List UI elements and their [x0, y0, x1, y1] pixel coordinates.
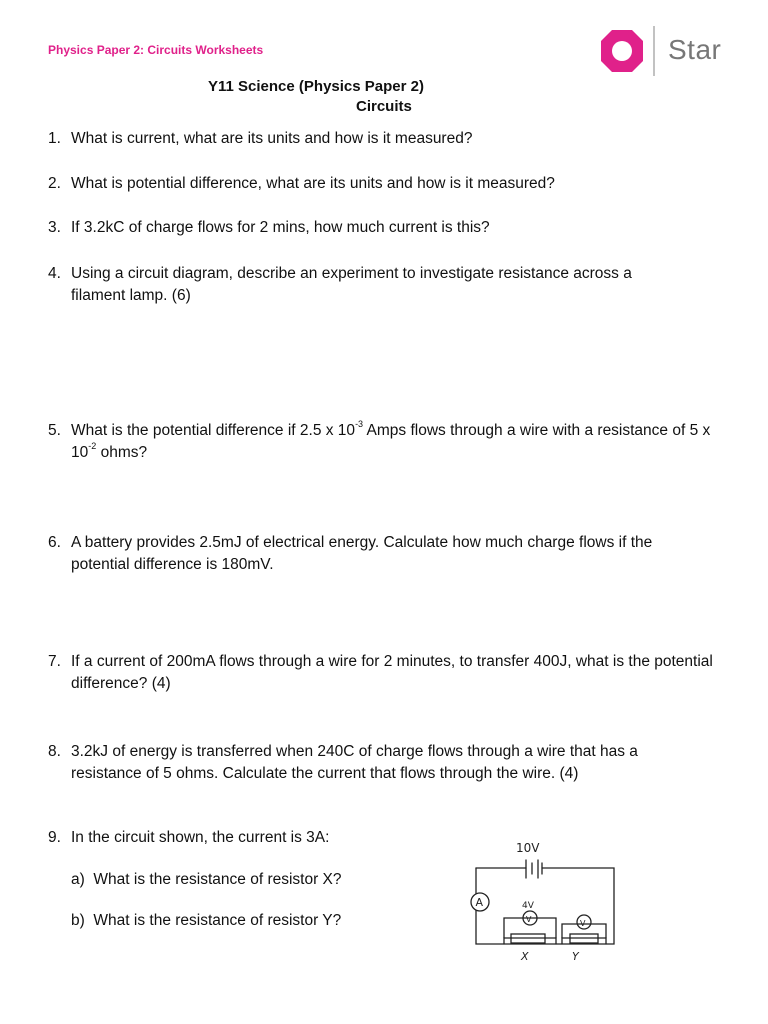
brand-logo: [596, 24, 726, 78]
question-text: What is potential difference, what are its units and how is it measured?: [71, 175, 555, 192]
question-5: [48, 420, 728, 464]
resistor-x-label: X: [521, 950, 529, 963]
question-text: If 3.2kC of charge flows for 2 mins, how much current is this?: [71, 219, 490, 236]
question-4: [48, 263, 668, 307]
question-1: [48, 128, 728, 150]
logo-wordmark: Star: [668, 34, 722, 65]
resistor-y-label: Y: [572, 950, 579, 963]
subquestion-label: b): [71, 912, 85, 929]
ammeter-label: A: [475, 896, 484, 909]
question-text: [71, 420, 728, 464]
question-number: 2.: [48, 175, 61, 192]
question-number: 4.: [48, 265, 61, 282]
subquestion-text: What is the resistance of resistor X?: [93, 871, 342, 888]
question-2: [48, 173, 728, 195]
text-part: ohms?: [96, 444, 148, 461]
voltmeter-symbol-label: V: [526, 915, 532, 924]
question-9: [48, 827, 448, 849]
cell-label: 10V: [516, 841, 540, 855]
exponent: -3: [355, 418, 364, 429]
voltmeter-y-symbol-label: V: [580, 919, 586, 928]
octagon-ring-logo-icon: [596, 24, 656, 78]
question-number: 3.: [48, 219, 61, 236]
text-part: What is the potential difference if 2.5 x 10: [71, 422, 356, 439]
subquestion-a: [71, 869, 342, 891]
voltmeter-reading-label: 4V: [522, 901, 534, 911]
exponent: -2: [88, 440, 97, 451]
question-3: [48, 217, 728, 239]
subquestion-label: a): [71, 871, 85, 888]
question-number: 1.: [48, 130, 61, 147]
question-number: 8.: [48, 743, 61, 760]
question-text: If a current of 200mA flows through a wire for 2 minutes, to transfer 400J, what is the potential difference? (4): [71, 653, 713, 692]
subquestion-text: What is the resistance of resistor Y?: [93, 912, 342, 929]
question-8: [48, 741, 698, 785]
question-text: 3.2kJ of energy is transferred when 240C of charge flows through a wire that has a resistance of 5 ohms. Calculate the current that flows through the wire. (4): [71, 743, 638, 782]
title-line-2: Circuits: [356, 98, 412, 115]
question-text: Using a circuit diagram, describe an experiment to investigate resistance across a filament lamp. (6): [71, 265, 632, 304]
question-number: 6.: [48, 534, 61, 551]
question-number: 7.: [48, 653, 61, 670]
subquestion-b: [71, 910, 341, 932]
question-number: 9.: [48, 829, 61, 846]
question-text: A battery provides 2.5mJ of electrical energy. Calculate how much charge flows if the potential difference is 180mV.: [71, 534, 653, 573]
question-text: In the circuit shown, the current is 3A:: [71, 829, 330, 846]
header-title: Physics Paper 2: Circuits Worksheets: [48, 43, 264, 57]
question-text: What is current, what are its units and how is it measured?: [71, 130, 473, 147]
question-7: [48, 651, 718, 695]
question-number: 5.: [48, 422, 61, 439]
question-6: [48, 532, 708, 576]
circuit-wire: [476, 868, 614, 944]
title-line-1: Y11 Science (Physics Paper 2): [208, 78, 424, 95]
circuit-diagram: [466, 836, 626, 966]
text-part: Amps flows through a wire with a resistance of 5 x 10: [71, 422, 711, 461]
